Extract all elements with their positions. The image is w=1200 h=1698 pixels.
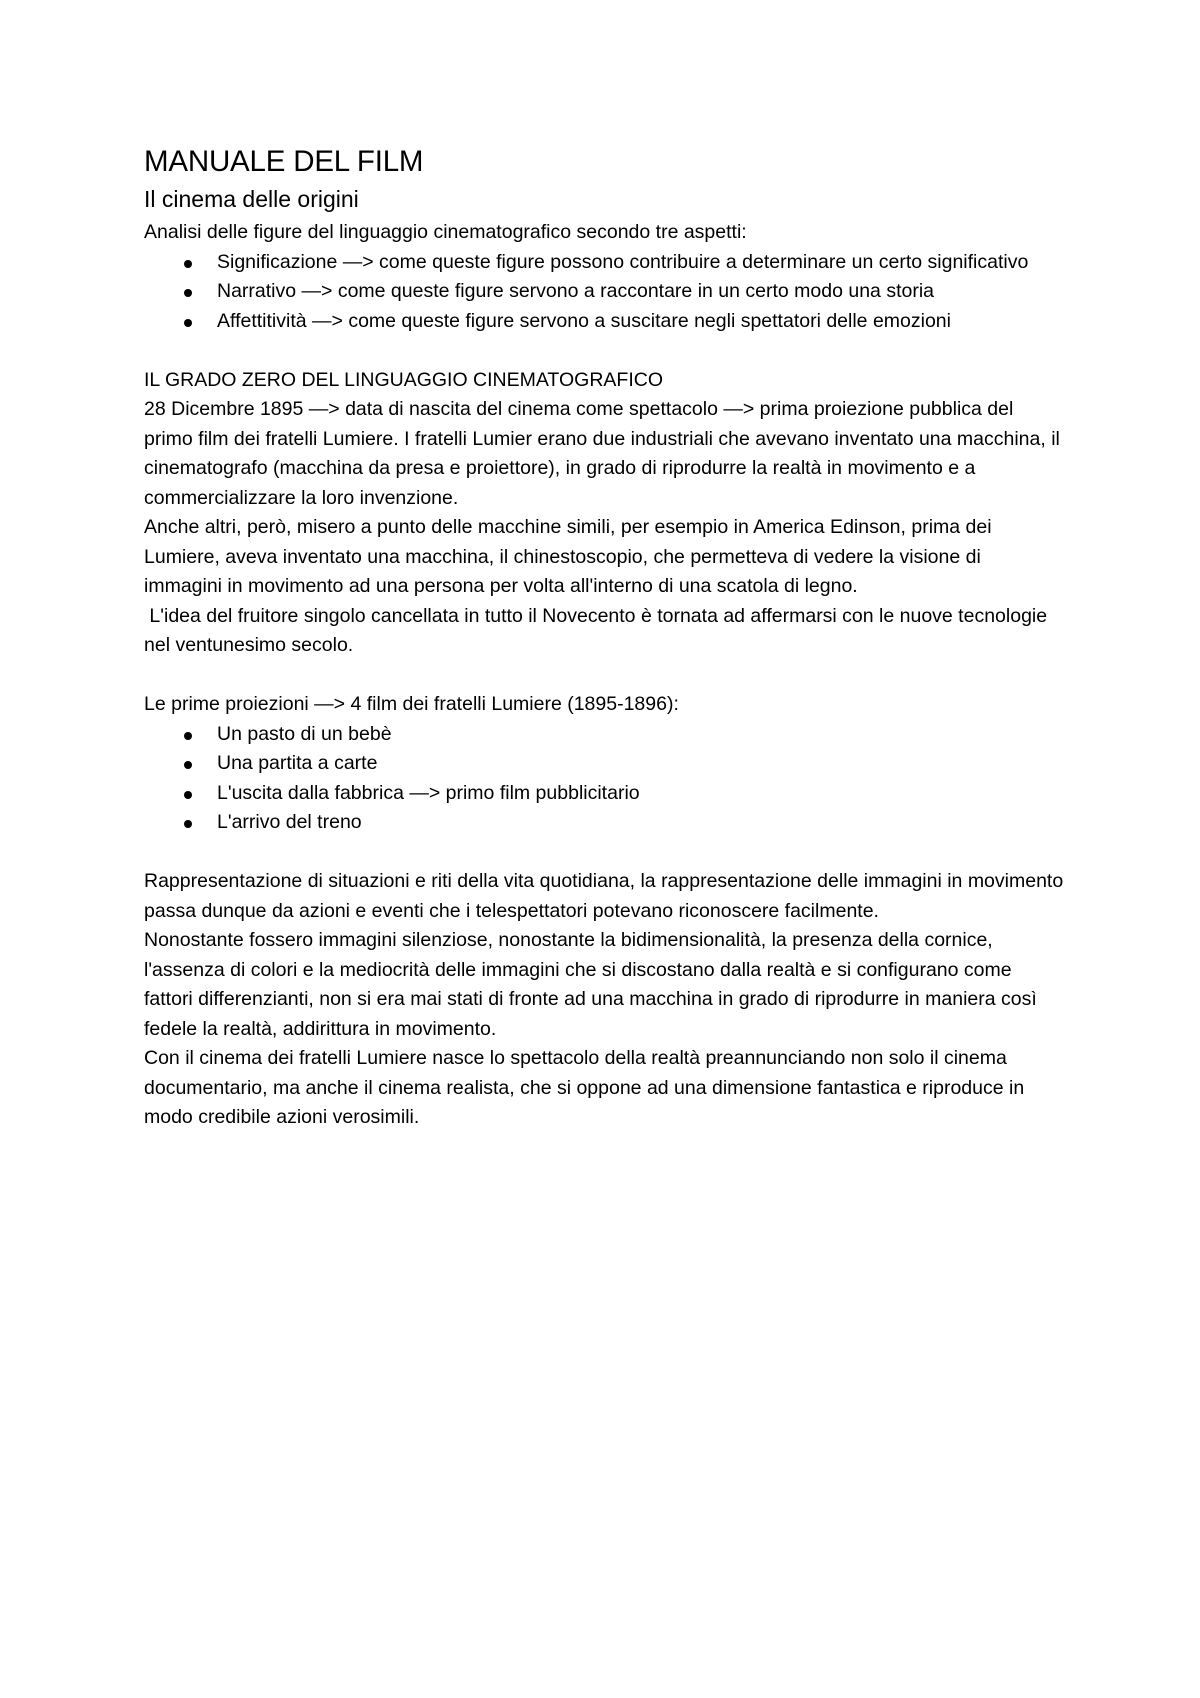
bullet-icon <box>184 260 192 268</box>
films-list <box>144 720 1064 838</box>
list-item <box>144 749 1064 779</box>
bullet-icon <box>184 820 192 828</box>
list-item-text: Un pasto di un bebè <box>217 722 392 745</box>
list-item <box>144 277 1064 307</box>
list-item <box>144 248 1064 278</box>
document-page <box>144 142 1069 1133</box>
list-item-text: Narrativo —> come queste figure servono a raccontare in un certo modo una storia <box>217 280 934 302</box>
intro-paragraph: Analisi delle figure del linguaggio cinematografico secondo tre aspetti: <box>144 221 747 243</box>
films-intro: Le prime proiezioni —> 4 film dei fratelli Lumiere (1895-1896): <box>144 693 679 715</box>
list-item <box>144 307 1064 337</box>
spacer <box>144 661 1064 691</box>
list-item <box>144 808 1064 838</box>
list-item <box>144 720 1064 750</box>
paragraph: L'idea del fruitore singolo cancellata in tutto il Novecento è tornata ad affermarsi con le nuove tecnologie nel ventunesimo secolo. <box>144 604 1053 656</box>
bullet-icon <box>184 732 192 740</box>
bullet-icon <box>184 289 192 297</box>
list-item <box>144 779 1064 809</box>
paragraph: Anche altri, però, misero a punto delle macchine simili, per esempio in America Edinson, prima dei Lumiere, aveva inventato una macchina, il chinestoscopio, che permetteva di vedere la visione di immagini in movimento ad una persona per volta all'interno di una scatola di legno. <box>144 516 997 597</box>
list-item-text: Affettitività —> come queste figure servono a suscitare negli spettatori delle emozioni <box>217 309 951 332</box>
paragraph: Nonostante fossero immagini silenziose, nonostante la bidimensionalità, la presenza della cornice, l'assenza di colori e la mediocrità delle immagini che si discostano dalla realtà e si configurano come fattori differenzianti, non si era mai stati di fronte ad una macchina in grado di riprodurre in maniera così fedele la realtà, addirittura in movimento. <box>144 929 1043 1040</box>
bullet-icon <box>184 761 192 769</box>
spacer <box>144 336 1064 366</box>
bullet-icon <box>184 319 192 327</box>
document-subtitle: Il cinema delle origini <box>144 186 359 212</box>
list-item-text: Una partita a carte <box>217 752 378 774</box>
paragraph: 28 Dicembre 1895 —> data di nascita del cinema come spettacolo —> prima proiezione pubblica del primo film dei fratelli Lumiere. I fratelli Lumier erano due industriali che avevano inventato una macchina, il cinematografo (macchina da presa e proiettore), in grado di riprodurre la realtà in movimento e a commercializzare la loro invenzione. <box>144 398 1066 509</box>
paragraph: Rappresentazione di situazioni e riti della vita quotidiana, la rappresentazione delle immagini in movimento passa dunque da azioni e eventi che i telespettatori potevano riconoscere facilmente. <box>144 870 1069 922</box>
paragraph: Con il cinema dei fratelli Lumiere nasce lo spettacolo della realtà preannunciando non solo il cinema documentario, ma anche il cinema realista, che si oppone ad una dimensione fantastica e riproduce in modo credibile azioni verosimili. <box>144 1047 1030 1128</box>
list-item-text: L'uscita dalla fabbrica —> primo film pubblicitario <box>217 781 640 804</box>
aspects-list <box>144 248 1064 337</box>
section-heading: IL GRADO ZERO DEL LINGUAGGIO CINEMATOGRAFICO <box>144 368 663 391</box>
list-item-text: Significazione —> come queste figure possono contribuire a determinare un certo significativo <box>217 250 1029 273</box>
list-item-text: L'arrivo del treno <box>217 811 362 833</box>
bullet-icon <box>184 791 192 799</box>
spacer <box>144 838 1064 868</box>
document-title: MANUALE DEL FILM <box>144 145 424 178</box>
